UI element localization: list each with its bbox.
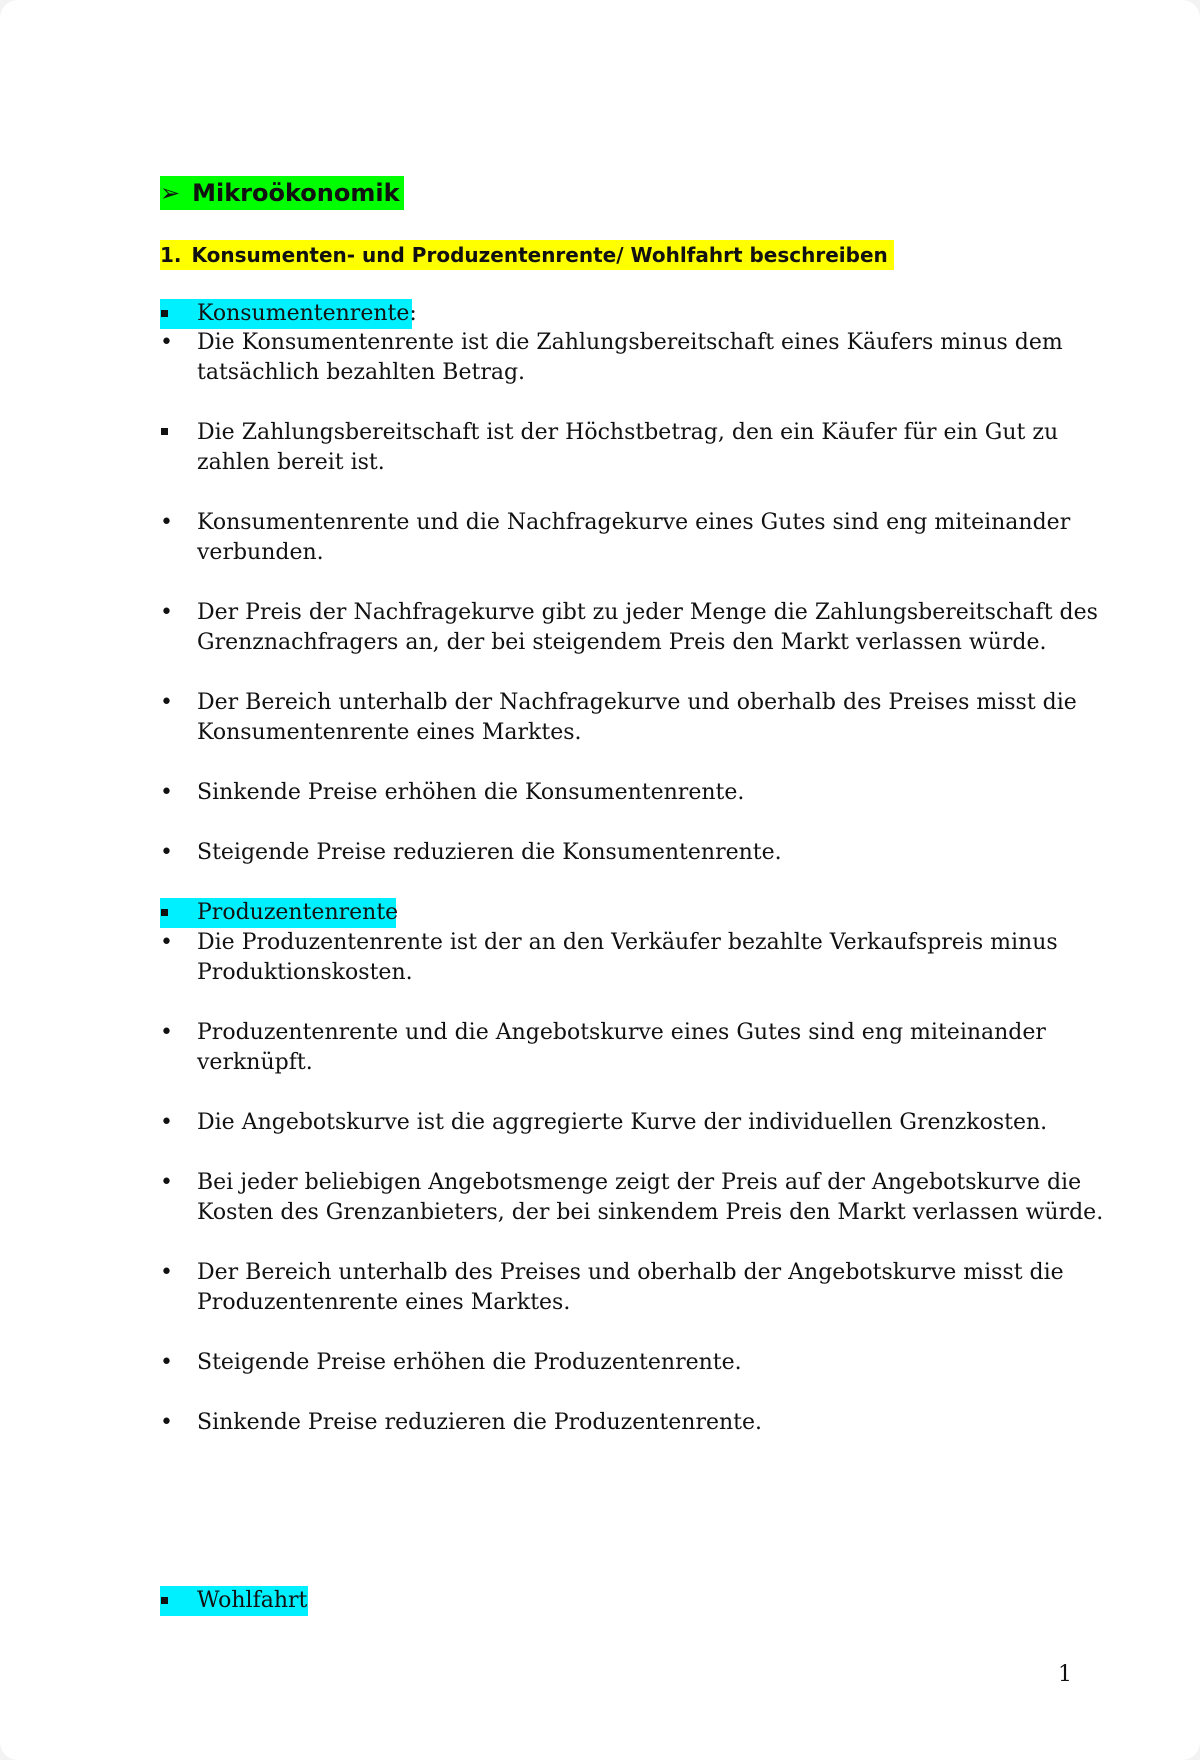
list-item-line: Sinkende Preise reduzieren die Produzentenrente.: [197, 1410, 763, 1435]
list-item-line: Grenznachfragers an, der bei steigendem Preis den Markt verlassen würde.: [197, 630, 1047, 655]
bullet-icon: •: [160, 1110, 173, 1135]
bullet-icon: •: [160, 1260, 173, 1285]
section-heading: [160, 240, 894, 270]
arrow-bullet-icon: ➢: [160, 179, 181, 207]
producer-heading: Produzentenrente: [197, 900, 399, 925]
list-item-line: Die Zahlungsbereitschaft ist der Höchstbetrag, den ein Käufer für ein Gut zu: [197, 420, 1059, 445]
list-item-line: Die Konsumentenrente ist die Zahlungsbereitschaft eines Käufers minus dem: [197, 330, 1063, 355]
square-bullet-icon: [161, 1597, 168, 1604]
page-title: [160, 176, 404, 210]
list-item-line: Bei jeder beliebigen Angebotsmenge zeigt der Preis auf der Angebotskurve die: [197, 1170, 1082, 1195]
list-item-line: Der Preis der Nachfragekurve gibt zu jeder Menge die Zahlungsbereitschaft des: [197, 600, 1098, 625]
bullet-icon: •: [160, 1350, 173, 1375]
bullet-icon: •: [160, 780, 173, 805]
list-item-line: zahlen bereit ist.: [197, 450, 385, 475]
bullet-icon: •: [160, 600, 173, 625]
consumer-heading: Konsumentenrente:: [197, 301, 417, 326]
list-item-line: Steigende Preise erhöhen die Produzentenrente.: [197, 1350, 742, 1375]
bullet-icon: •: [160, 930, 173, 955]
bullet-icon: •: [160, 1170, 173, 1195]
list-item-line: Die Produzentenrente ist der an den Verkäufer bezahlte Verkaufspreis minus: [197, 930, 1058, 955]
list-item-line: Konsumentenrente eines Marktes.: [197, 720, 582, 745]
list-item-line: Konsumentenrente und die Nachfragekurve eines Gutes sind eng miteinander: [197, 510, 1071, 535]
bullet-icon: •: [160, 1410, 173, 1435]
section-number: 1.: [160, 243, 182, 267]
bullet-icon: •: [160, 690, 173, 715]
welfare-heading: Wohlfahrt: [197, 1588, 308, 1613]
list-item-line: Kosten des Grenzanbieters, der bei sinkendem Preis den Markt verlassen würde.: [197, 1200, 1104, 1225]
square-bullet-icon: [161, 428, 168, 435]
bullet-icon: •: [160, 840, 173, 865]
list-item-line: Produktionskosten.: [197, 960, 413, 985]
list-item-line: Produzentenrente eines Marktes.: [197, 1290, 571, 1315]
list-item-line: Produzentenrente und die Angebotskurve eines Gutes sind eng miteinander: [197, 1020, 1046, 1045]
bullet-icon: •: [160, 510, 173, 535]
page-number: 1: [1058, 1662, 1072, 1687]
list-item-line: verbunden.: [197, 540, 324, 565]
square-bullet-icon: [161, 909, 168, 916]
bullet-icon: •: [160, 1020, 173, 1045]
list-item-line: tatsächlich bezahlten Betrag.: [197, 360, 526, 385]
list-item-line: verknüpft.: [197, 1050, 313, 1075]
page-title-text: Mikroökonomik: [192, 179, 400, 207]
bullet-icon: •: [160, 330, 173, 355]
square-bullet-icon: [161, 310, 168, 317]
list-item-line: Steigende Preise reduzieren die Konsumentenrente.: [197, 840, 782, 865]
section-heading-text: Konsumenten- und Produzentenrente/ Wohlfahrt beschreiben: [191, 243, 888, 267]
list-item-line: Die Angebotskurve ist die aggregierte Kurve der individuellen Grenzkosten.: [197, 1110, 1048, 1135]
list-item-line: Der Bereich unterhalb der Nachfragekurve und oberhalb des Preises misst die: [197, 690, 1077, 715]
list-item-line: Der Bereich unterhalb des Preises und oberhalb der Angebotskurve misst die: [197, 1260, 1064, 1285]
list-item-line: Sinkende Preise erhöhen die Konsumentenrente.: [197, 780, 745, 805]
